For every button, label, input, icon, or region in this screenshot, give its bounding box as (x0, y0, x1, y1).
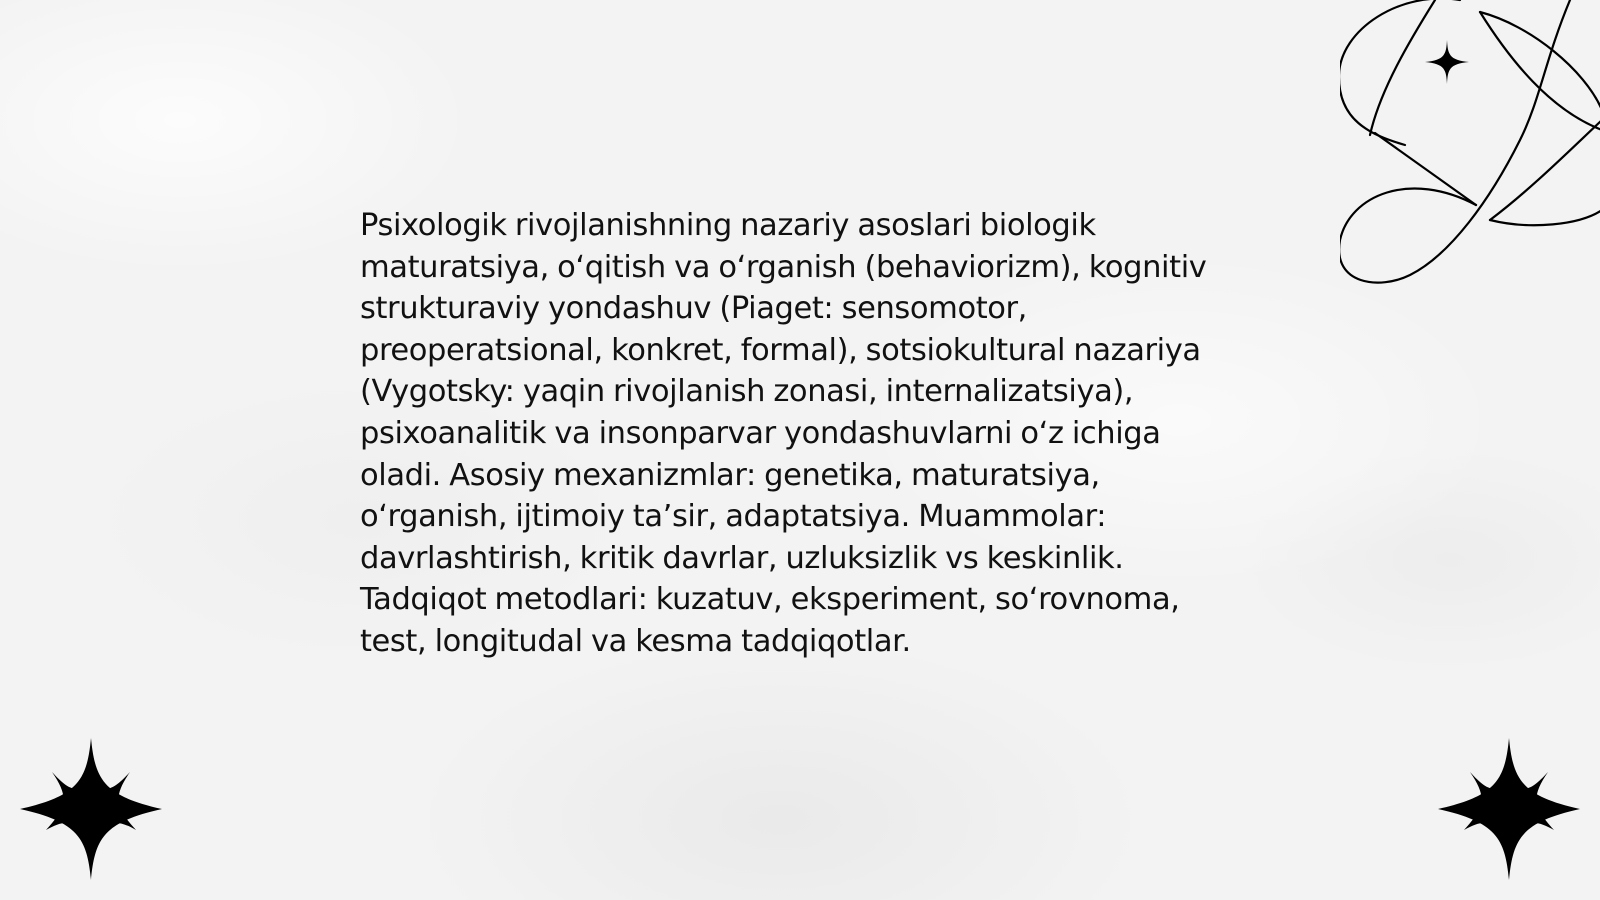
four-point-star-icon (1438, 738, 1580, 880)
thin-sparkle-icon (1425, 40, 1469, 84)
orbit-line-art-icon (1340, 0, 1600, 300)
four-point-star-icon (20, 738, 162, 880)
body-paragraph: Psixologik rivojlanishning nazariy asoslari biologik maturatsiya, oʻqitish va oʻrganish (behaviorizm), kognitiv strukturaviy yondashuv (Piaget: sensomotor, preoperatsional, konkret, formal), sotsiokultural nazariya (Vygotsky: yaqin rivojlanish zonasi, internalizatsiya), psixoanalitik va insonparvar yondashuvlarni oʻz ichiga oladi. Asosiy mexanizmlar: genetika, maturatsiya, oʻrganish, ijtimoiy taʼsir, adaptatsiya. Muammolar: davrlashtirish, kritik davrlar, uzluksizlik vs keskinlik. Tadqiqot metodlari: kuzatuv, eksperiment, soʻrovnoma, test, longitudal va kesma tadqiqotlar. (360, 208, 1207, 659)
